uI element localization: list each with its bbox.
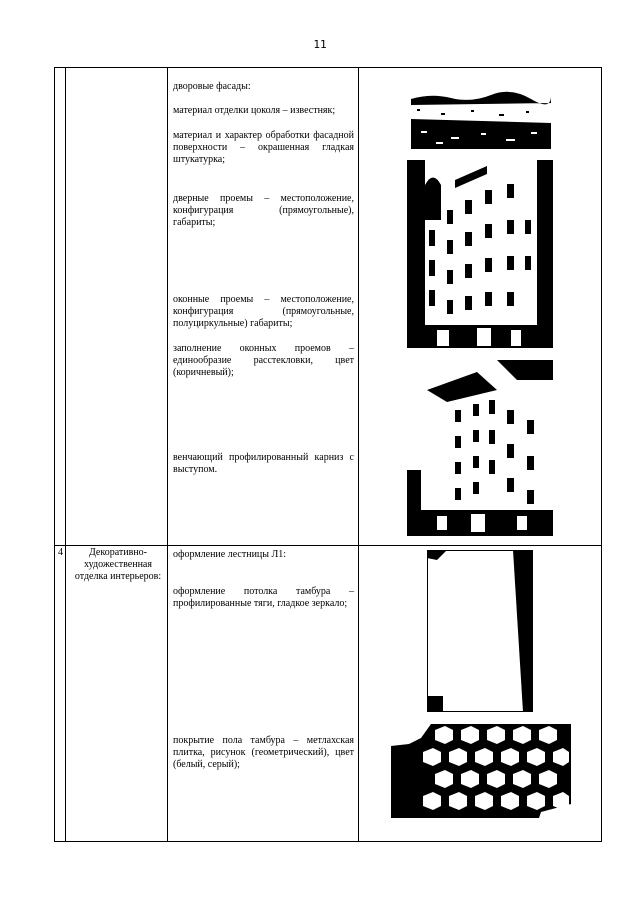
item-vestibule-ceiling: оформление потолка тамбура – профилированные тяги, гладкое зеркало; <box>173 586 354 609</box>
row-divider <box>55 545 601 546</box>
photo-courtyard-facade-1 <box>407 160 553 348</box>
item-courtyard-facades: дворовые фасады: <box>173 81 251 92</box>
item-vestibule-floor: покрытие пола тамбура – метлахская плитка, рисунок (геометрический), цвет (белый, серый); <box>173 735 354 770</box>
item-window-fill: заполнение оконных проемов – единообразие расстекловки, цвет (коричневый); <box>173 343 354 378</box>
item-door-openings: дверные проемы – местоположение, конфигурация (прямоугольные), габариты; <box>173 193 354 228</box>
column-divider <box>358 68 359 841</box>
photo-courtyard-facade-2 <box>407 360 553 536</box>
photo-vestibule-floor <box>391 724 571 818</box>
page-number: 11 <box>313 38 327 51</box>
photo-vestibule-ceiling <box>427 550 533 712</box>
row-category: Декоративно-художественная отделка интерьеров: <box>74 547 162 582</box>
item-plinth-material: материал отделки цоколя – известняк; <box>173 105 336 116</box>
item-staircase: оформление лестницы Л1: <box>173 549 287 560</box>
column-divider <box>65 68 66 841</box>
item-facade-surface: материал и характер обработки фасадной поверхности – окрашенная гладкая штукатурка; <box>173 130 354 165</box>
photo-plinth <box>411 89 551 149</box>
document-table <box>54 67 602 842</box>
item-window-openings: оконные проемы – местоположение, конфигурация (прямоугольные, полуциркульные) габариты; <box>173 294 354 329</box>
item-cornice: венчающий профилированный карниз с выступом. <box>173 452 354 475</box>
row-number: 4 <box>58 547 63 558</box>
column-divider <box>167 68 168 841</box>
